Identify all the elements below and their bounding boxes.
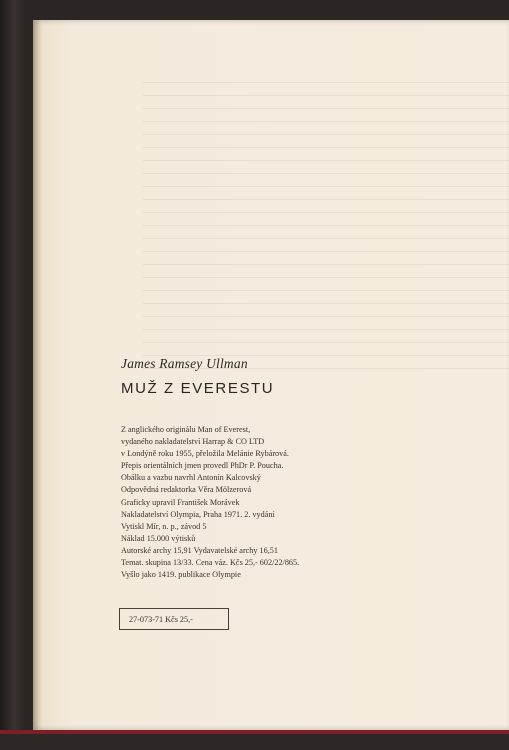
red-cover-stripe xyxy=(0,730,509,734)
colophon-line: vydaného nakladatelství Harrap & CO LTD xyxy=(121,437,265,447)
price-box: 27-073-71 Kčs 25,- xyxy=(119,608,229,630)
colophon-line: Z anglického originálu Man of Everest, xyxy=(121,425,251,434)
colophon-line: v Londýně roku 1955, přeložila Melánie Rybárová. xyxy=(121,449,289,459)
book-title: MUŽ Z EVERESTU xyxy=(121,380,275,397)
colophon-line: Náklad 15.000 výtisků xyxy=(121,533,196,543)
colophon-line: Přepis orientálních jmen provedl PhDr P. Poucha. xyxy=(121,461,284,471)
book-cover-edge xyxy=(0,730,509,750)
colophon-line: Obálku a vazbu navrhl Antonín Kalcovský xyxy=(121,473,261,483)
book-page xyxy=(33,20,509,730)
colophon-line: Odpovědná redaktorka Věra Mölzerová xyxy=(121,485,252,495)
colophon xyxy=(121,424,481,581)
colophon-line: Graficky upravil František Morávek xyxy=(121,497,240,507)
bleed-through-texture xyxy=(143,75,509,375)
colophon-line: Autorské archy 15,91 Vydavatelské archy 16,51 xyxy=(121,545,278,555)
colophon-line: Vyšlo jako 1419. publikace Olympie xyxy=(121,570,241,580)
colophon-line: Nakladatelství Olympia, Praha 1971. 2. vydání xyxy=(121,509,275,519)
author-name: James Ramsey Ullman xyxy=(121,356,248,371)
colophon-line: Temat. skupina 13/33. Cena váz. Kčs 25,- 602/22/865. xyxy=(121,558,300,568)
colophon-line: Vytiskl Mír, n. p., závod 5 xyxy=(121,521,207,531)
